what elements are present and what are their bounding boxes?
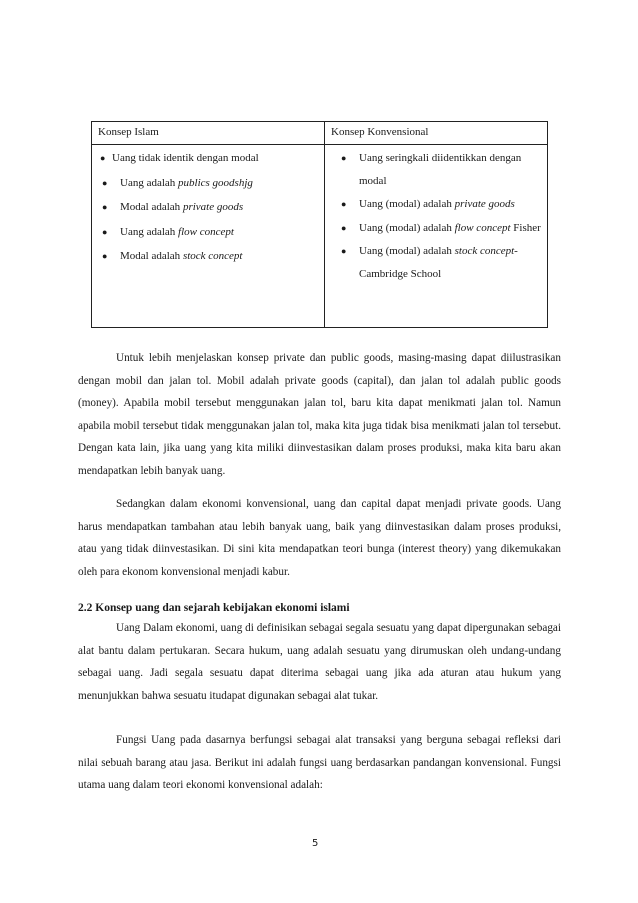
list-item [98,172,318,195]
item-text: Modal adalah [120,201,183,213]
item-text: Uang adalah [120,176,179,189]
paragraph-fungsi-uang [78,729,561,797]
header-konsep-islam: Konsep Islam [92,122,325,145]
paragraph-definisi-uang [78,617,561,707]
list-item [331,147,541,192]
list-item [331,240,541,285]
item-text: Uang tidak identik dengan modal [112,152,259,164]
bullet-icon: ● [102,226,108,237]
list-item [331,193,541,216]
item-italic-text: private goods [182,201,244,213]
item-text: Uang (modal) adalah [359,245,455,257]
item-suffix-text: -Cambridge School [359,245,518,280]
bullet-icon: ● [100,153,106,163]
list-item [98,147,318,170]
bullet-icon: ● [102,177,108,188]
paragraph-private-public-goods [78,347,561,483]
item-text: Modal adalah [120,250,183,262]
paragraph-text: Fungsi Uang pada dasarnya berfungsi sebagai alat transaksi yang berguna sebagai refleksi dari nilai sebuah barang atau jasa. Berikut ini adalah fungsi uang berdasarkan pandangan konvensional. Fungsi utama uang dalam teori ekonomi konvensional adalah: [78,734,561,792]
item-suffix-text: Fisher [510,221,541,234]
paragraph-ekonomi-konvensional [78,493,561,583]
item-text: Uang (modal) adalah [359,198,455,210]
item-italic-text: flow concept [178,225,234,238]
item-italic-text: stock concept [182,250,243,262]
paragraph-text: Sedangkan dalam ekonomi konvensional, uang dan capital dapat menjadi private goods. Uang harus mendapatkan tambahan atau lebih banyak uang, baik yang diinvestasikan dalam proses produksi, atau yang tidak diinvestasikan. Di sini kita mendapatkan teori bunga (interest theory) yang dikemukakan oleh para ekonom konvensional menjadi kabur. [78,498,561,578]
item-italic-text: flow concept [454,221,511,234]
bullet-icon: ● [341,199,347,209]
item-text: Uang (modal) adalah [359,221,455,234]
item-italic-text: private goods [454,198,515,210]
bullet-icon: ● [102,202,108,212]
islam-concepts-cell [92,145,325,328]
paragraph-text: Untuk lebih menjelaskan konsep private dan public goods, masing-masing dapat diilustrasikan dengan mobil dan jalan tol. Mobil adalah private goods (capital), dan jalan tol adalah public goods (money). Apabila mobil tersebut menggunakan jalan tol, baru kita dapat menikmati jalan tol. Namun apabila mobil tersebut tidak menggunakan jalan tol, maka kita juga tidak bisa menikmati jalan tol tersebut. Dengan kata lain, jika uang yang kita miliki diinvestasikan dalam proses produksi, maka kita baru akan mendapatkan lebih banyak uang. [78,352,561,477]
table-header-row [92,122,548,145]
item-text: Uang seringkali diidentikkan dengan modal [359,152,522,187]
header-konsep-konvensional: Konsep Konvensional [325,122,548,145]
list-item [98,245,318,268]
page-number: 5 [312,838,319,849]
bullet-icon: ● [341,246,347,256]
comparison-table [91,121,548,328]
section-heading: 2.2 Konsep uang dan sejarah kebijakan ekonomi islami [78,602,350,614]
paragraph-text: Uang Dalam ekonomi, uang di definisikan sebagai segala sesuatu yang dapat dipergunakan sebagai alat bantu dalam pertukaran. Secara hukum, uang adalah sesuatu yang dirumuskan oleh undang-undang sebagai uang. Jadi segala sesuatu dapat diterima sebagai uang jika ada aturan atau hukum yang menunjukkan bahwa sesuatu itudapat digunakan sebagai alat tukar. [78,622,561,702]
konvensional-concepts-cell [325,145,548,328]
bullet-icon: ● [341,222,347,233]
item-italic-text: stock concept [454,245,515,257]
list-item [98,221,318,244]
item-text: Uang adalah [120,225,179,238]
item-italic-text: publics goodshjg [178,176,253,189]
bullet-icon: ● [102,251,108,261]
islam-concepts-list [98,147,318,268]
list-item [331,217,541,240]
bullet-icon: ● [341,153,347,163]
list-item [98,196,318,219]
konvensional-concepts-list [331,147,541,285]
table-row [92,145,548,328]
